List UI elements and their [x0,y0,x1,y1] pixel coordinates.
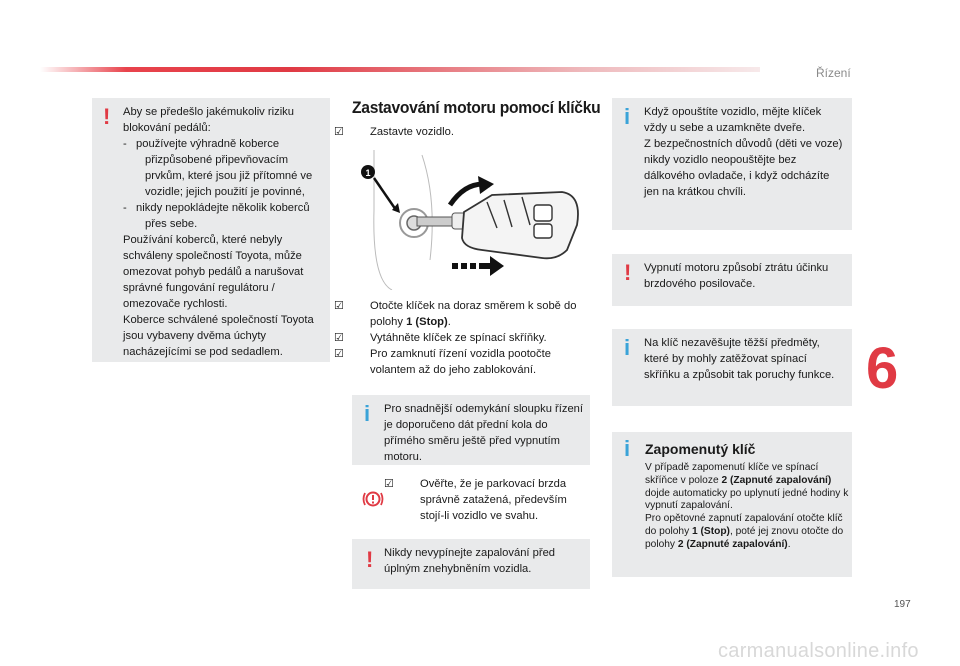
forgotten-key-title: Zapomenutý klíč [645,441,756,457]
info-icon: i [624,436,631,461]
warning-icon: ! [103,104,111,129]
watermark: carmanualsonline.info [718,640,919,662]
page-number: 197 [894,599,911,610]
forgotten-key-text: V případě zapomenutí klíče ve spínací skříňce v poloze 2 (Zapnuté zapalování) dojde automaticky po uplynutí jedné hodiny k vypnutí zapalování. Pro opětovné zapnutí zapalování otočte klíč do polohy 1 (Stop), poté jej znovu otočte do polohy 2 (Zapnuté zapalování). [645,462,849,550]
paragraph-3: Koberce schválené společností Toyota jsou vybaveny dvěma úchyty nacházejícími se pod sedadlem. [123,314,314,358]
step-a: ☑ Otočte klíček na doraz směrem k sobě do polohy 1 (Stop). [334,300,577,328]
brake-booster-warning-box [612,254,852,306]
floor-mat-warning-text [123,104,325,360]
top-accent-bar [40,67,760,72]
floor-mat-warning-box [92,98,330,362]
info-icon: i [624,335,631,360]
leaving-vehicle-text: Když opouštíte vozidlo, mějte klíček vždy u sebe a uzamkněte dveře. Z bezpečnostních důvodů (děti ve voze) nikdy vozidlo neopouštějte bez dálkového ovladače, i když odcházíte jen na krátkou chvíli. [644,106,843,198]
dash-item-2: - nikdy nepokládejte několik koberců přes sebe. [123,202,310,230]
info-icon: i [624,104,631,129]
key-weight-info-box [612,329,852,406]
step-intro: ☑ Zastavte vozidlo. [334,126,454,138]
checkbox-bullet-icon: ☑ [334,126,345,138]
step-b: ☑ Vytáhněte klíček ze spínací skříňky. [334,332,547,344]
steering-unlock-info-box [352,395,590,465]
intro-line-1: Aby se předešlo jakémukoliv riziku [123,106,294,118]
dash-item-1: - používejte výhradně koberce přizpůsobené připevňovacím prvkům, které jsou již přítomné ve vozidle; jejich použití je povinné, [123,138,313,198]
paragraph-2: Používání koberců, které nebyly schváleny společností Toyota, může omezovat pohyb pedálů a narušovat správné fungování regulátoru / omezovače rychlosti. [123,234,304,310]
key-removal-illustration [352,150,592,290]
brake-booster-text: Vypnutí motoru způsobí ztrátu účinku brzdového posilovače. [644,262,829,290]
step-c: ☑ Pro zamknutí řízení vozidla pootočte volantem až do jeho zablokování. [334,348,551,376]
parking-brake-check: ☑ Ověřte, že je parkovací brzda správně zatažená, především stojí-li vozidlo ve svahu. [384,478,567,522]
ignition-warning-text: Nikdy nevypínejte zapalování před úplným znehybněním vozidla. [384,547,556,575]
ignition-warning-box [352,539,590,589]
intro-line-2: blokování pedálů: [123,122,211,134]
leaving-vehicle-info-box [612,98,852,230]
section-title: Řízení [816,66,851,80]
info-icon: i [364,401,371,426]
warning-icon: ! [624,260,632,285]
warning-icon: ! [366,547,374,572]
callout-number: 1 [365,168,371,178]
steps-list [334,298,592,378]
brake-warning-icon [362,488,384,510]
page-heading: Zastavování motoru pomocí klíčku [352,98,601,117]
steering-unlock-text: Pro snadnější odemykání sloupku řízení je doporučeno dát přední kola do přímého směru ještě před vypnutím motoru. [384,403,583,463]
checkbox-bullet-icon: ☑ [384,478,395,490]
key-weight-text: Na klíč nezavěšujte těžší předměty, které by mohly zatěžovat spínací skříňku a způsobit tak poruchy funkce. [644,337,835,381]
chapter-number: 6 [866,336,899,401]
